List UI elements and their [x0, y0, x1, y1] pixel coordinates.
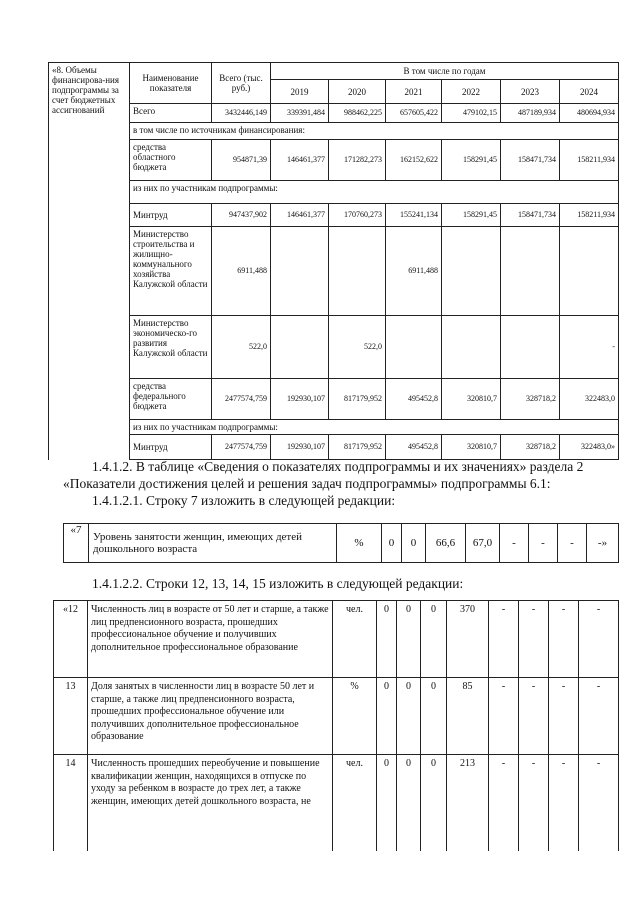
span-sources: в том числе по источникам финансирования: — [130, 123, 619, 140]
header-total: Всего (тыс. руб.) — [212, 63, 271, 104]
table-row: «7 Уровень занятости женщин, имеющих детей дошкольного возраста % 0 0 66,6 67,0 - - - -» — [64, 524, 619, 563]
table-row: 13 Доля занятых в численности лиц в возрасте 50 лет и старше, а также лиц предпенсионного возраста, прошедших профессиональное обучение или получивших дополнительное профессиональное образование % 0 0 0 85 - - - - — [54, 678, 619, 755]
paragraph-line: «Показатели достижения целей и решения задач подпрограммы» подпрограммы 6.1: — [63, 476, 551, 491]
table-row: Минтруд 2477574,759 192930,107 817179,952 495452,8 320810,7 328718,2 322483,0» — [49, 435, 619, 460]
header-years-caption: В том числе по годам — [271, 63, 619, 80]
table-row: Министерство экономическо-го развития Калужской области 522,0 522,0 - — [49, 316, 619, 379]
paragraph-line: 1.4.1.2. В таблице «Сведения о показателях подпрограммы и их значениях» раздела 2 — [92, 459, 584, 474]
financing-table — [48, 62, 619, 460]
paragraph-line: 1.4.1.2.1. Строку 7 изложить в следующей редакции: — [92, 493, 396, 508]
year-header: 2019 — [271, 80, 329, 104]
span-participants: из них по участникам подпрограммы: — [130, 420, 619, 435]
table-row: средства федерального бюджета 2477574,759 192930,107 817179,952 495452,8 320810,7 328718,2 322483,0 — [49, 379, 619, 420]
span-participants: из них по участникам подпрограммы: — [130, 181, 619, 204]
table-row: Всего 3432446,149 339391,484 988462,225 657605,422 479102,15 487189,934 480694,934 — [49, 104, 619, 123]
table-row: «12 Численность лиц в возрасте от 50 лет и старше, а также лиц предпенсионного возраста, прошедших профессиональное обучение и получивших дополнительное профессиональное образование чел. 0 0 0 370 - - - - — [54, 601, 619, 678]
year-header: 2021 — [386, 80, 442, 104]
rows-12-15-table — [53, 600, 619, 851]
year-header: 2020 — [329, 80, 386, 104]
header-name: Наименование показателя — [130, 63, 212, 104]
table-row: 14 Численность прошедших переобучение и повышение квалификации женщин, находящихся в отпуске по уходу за ребенком в возрасте до трех лет, а также женщин, имеющих детей дошкольного возраста, не чел. 0 0 0 213 - - - - — [54, 755, 619, 852]
year-header: 2023 — [501, 80, 560, 104]
table-row: Минтруд 947437,902 146461,377 170760,273 155241,134 158291,45 158471,734 158211,934 — [49, 204, 619, 227]
row7-table — [63, 523, 619, 563]
table-row: Министерство строительства и жилищно-коммунального хозяйства Калужской области 6911,488 6911,488 — [49, 227, 619, 316]
paragraph-line: 1.4.1.2.2. Строки 12, 13, 14, 15 изложить в следующей редакции: — [92, 576, 464, 591]
year-header: 2022 — [442, 80, 501, 104]
side-label: «8. Объемы финансирова-ния подпрограммы за счет бюджетных ассигнований — [49, 63, 130, 460]
year-header: 2024 — [560, 80, 619, 104]
table-row: средства областного бюджета 954871,39 146461,377 171282,273 162152,622 158291,45 158471,734 158211,934 — [49, 140, 619, 181]
